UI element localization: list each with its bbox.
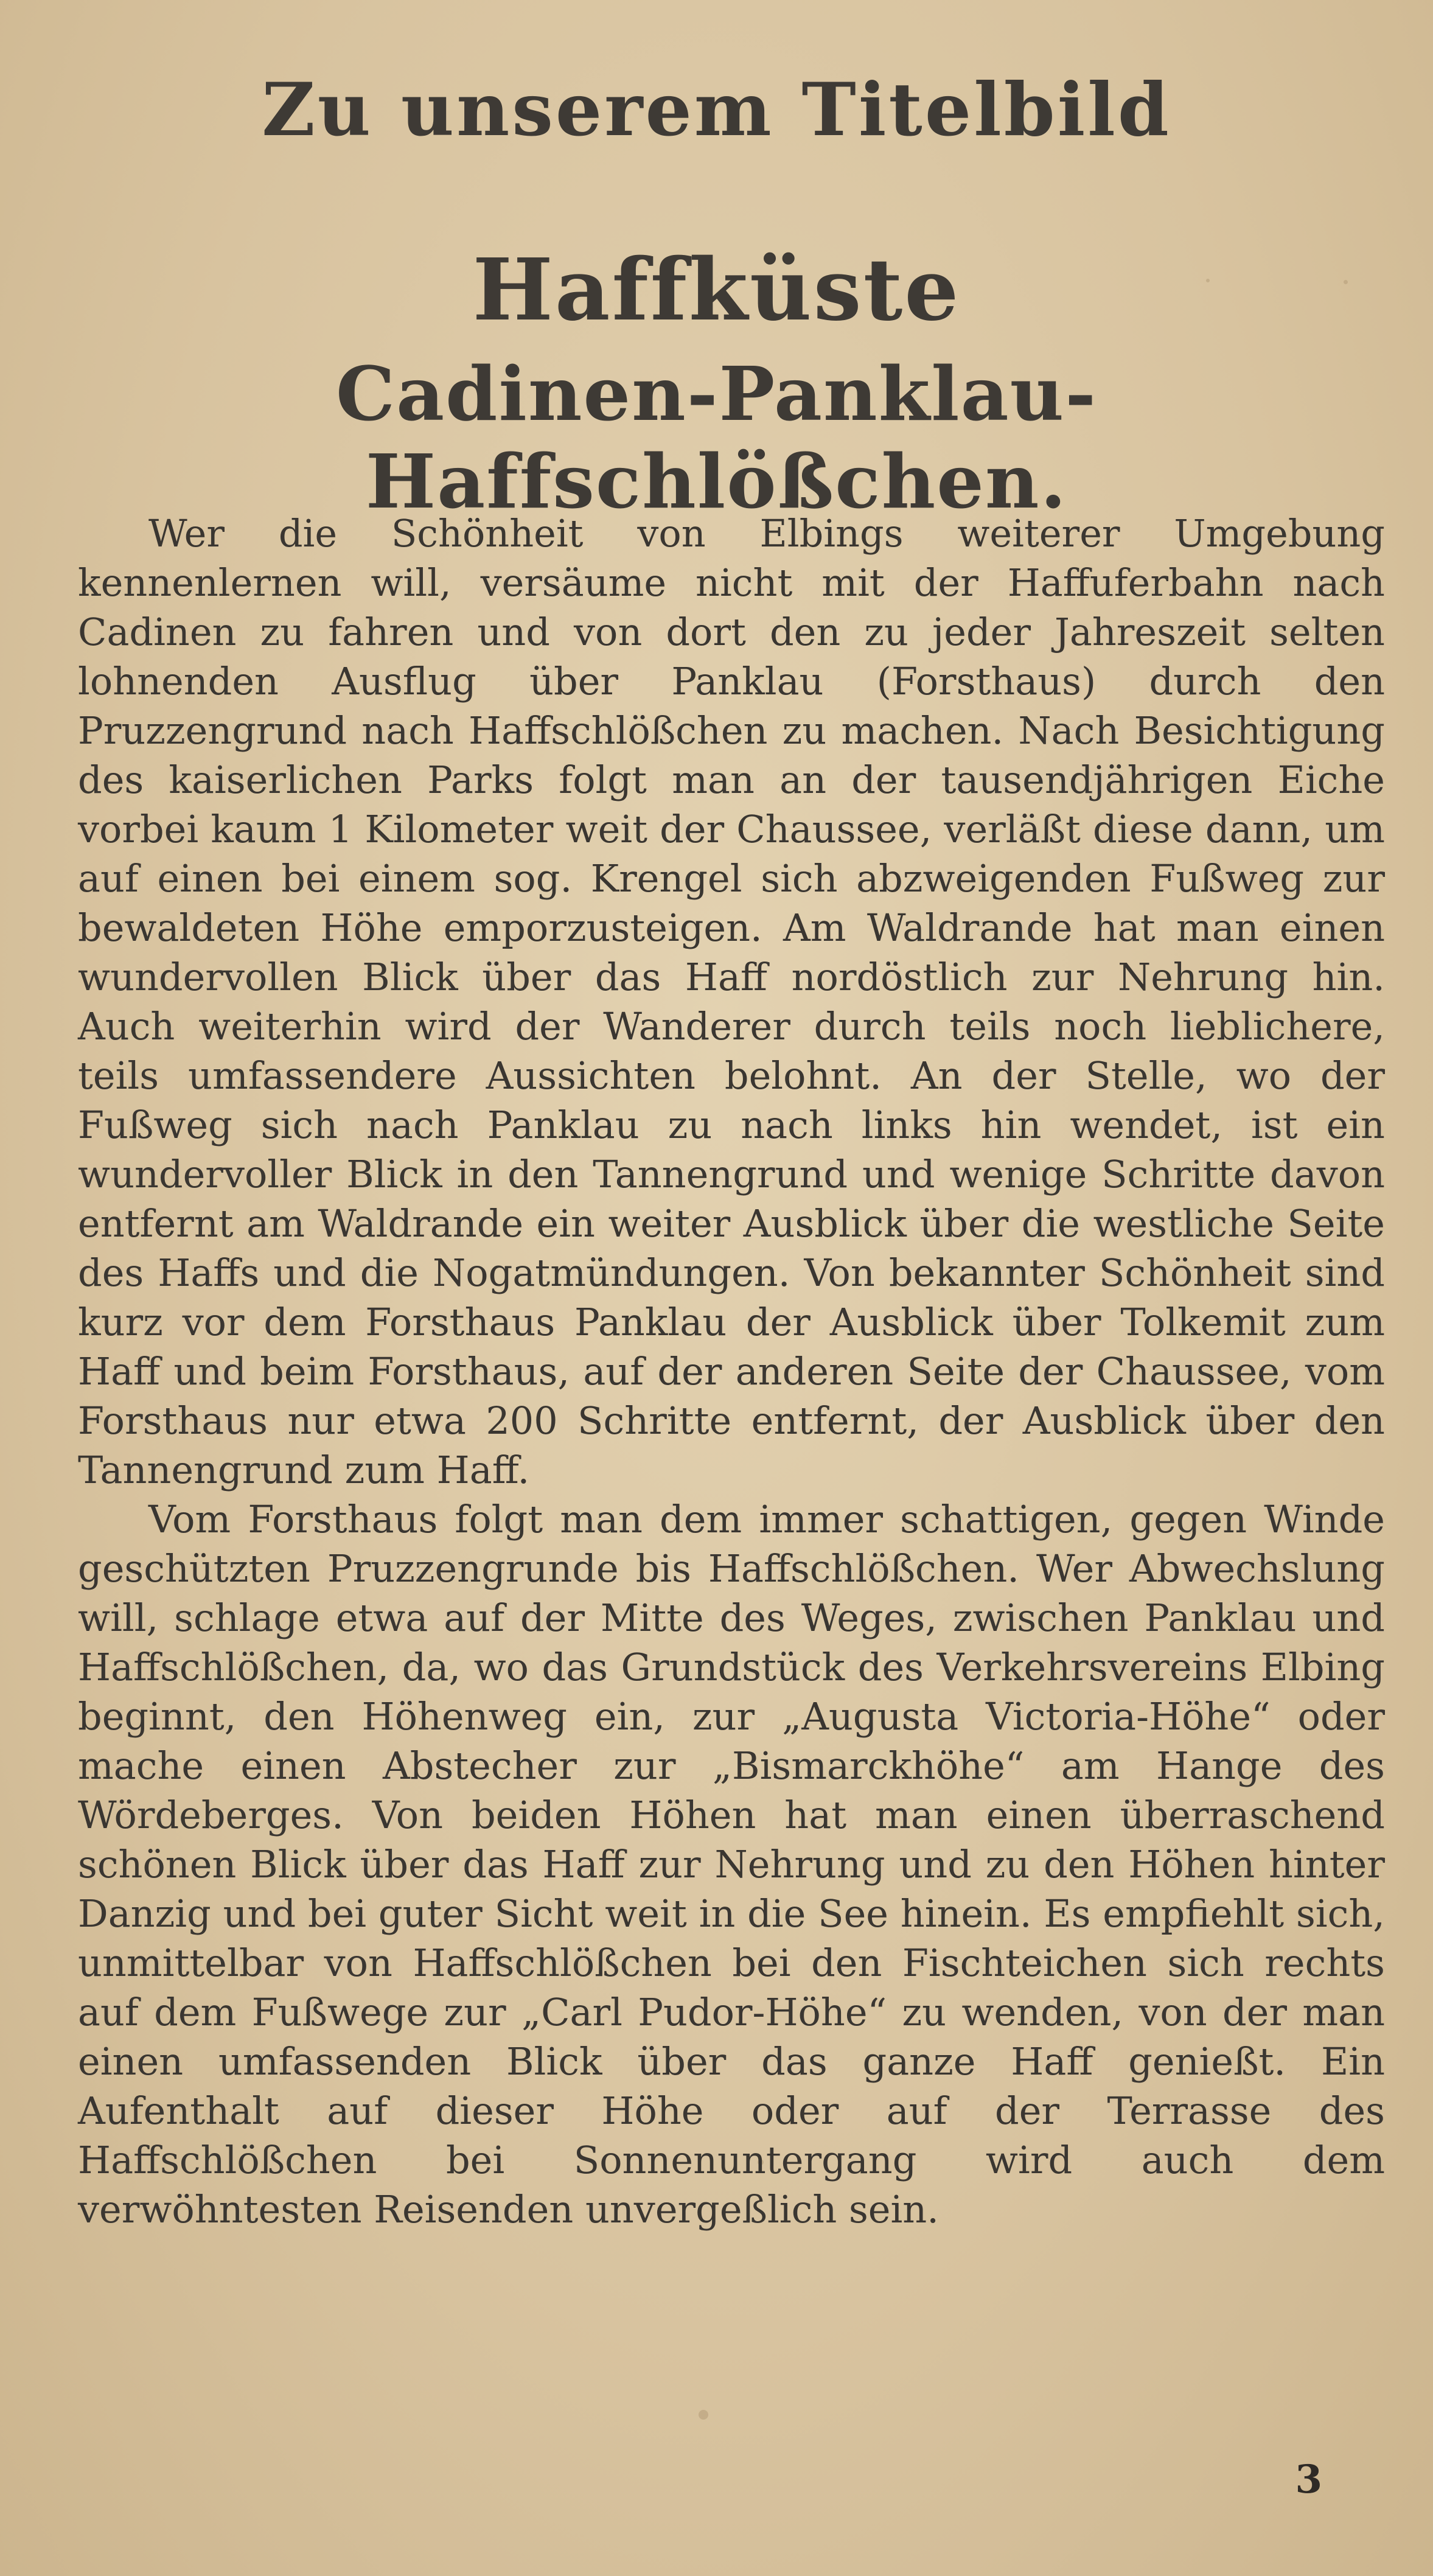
paper-speck	[699, 2410, 708, 2420]
title-kicker: Zu unserem Titelbild	[262, 67, 1171, 153]
paragraph: Wer die Schönheit von Elbings weiterer Umgebung kennenlernen will, versäume nicht mit der Haffuferbahn nach Cadinen zu fahren und von dort den zu jeder Jahreszeit selten lohnenden Ausflug über Panklau (Forsthaus) durch den Pruzzengrund nach Haffschlößchen zu machen. Nach Besichtigung des kaiserlichen Parks folgt man an der tausendjährigen Eiche vorbei kaum 1 Kilometer weit der Chaussee, verläßt diese dann, um auf einen bei einem sog. Krengel sich abzweigenden Fußweg zur bewaldeten Höhe emporzusteigen. Am Waldrande hat man einen wundervollen Blick über das Haff nordöstlich zur Nehrung hin. Auch weiterhin wird der Wanderer durch teils noch lieblichere, teils umfassendere Aussichten belohnt. An der Stelle, wo der Fußweg sich nach Panklau zu nach links hin wendet, ist ein wundervoller Blick in den Tannengrund und wenige Schritte davon entfernt am Waldrande ein weiter Ausblick über die westliche Seite des Haffs und die Nogatmündungen. Von bekannter Schönheit sind kurz vor dem Forsthaus Panklau der Ausblick über Tolkemit zum Haff und beim Forsthaus, auf der anderen Seite der Chaussee, vom Forsthaus nur etwa 200 Schritte entfernt, der Ausblick über den Tannengrund zum Haff.	[78, 511, 1385, 1492]
paragraph: Vom Forsthaus folgt man dem immer schattigen, gegen Winde geschützten Pruzzengrunde bis Haffschlößchen. Wer Abwechslung will, schlage etwa auf der Mitte des Weges, zwischen Panklau und Haffschlößchen, da, wo das Grundstück des Verkehrsvereins Elbing beginnt, den Höhenweg ein, zur „Augusta Victoria-Höhe“ oder mache einen Abstecher zur „Bismarckhöhe“ am Hange des Wördeberges. Von beiden Höhen hat man einen überraschend schönen Blick über das Haff zur Nehrung und zu den Höhen hinter Danzig und bei guter Sicht weit in die See hinein. Es empfiehlt sich, unmittelbar von Haffschlößchen bei den Fischteichen sich rechts auf dem Fußwege zur „Carl Pudor-Höhe“ zu wenden, von der man einen umfassenden Blick über das ganze Haff genießt. Ein Aufenthalt auf dieser Höhe oder auf der Terrasse des Haffschlößchen bei Sonnenuntergang wird auch dem verwöhntesten Reisenden unvergeßlich sein.	[78, 1497, 1385, 2232]
article-subtitle: Cadinen-Panklau-Haffschlößchen.	[336, 350, 1097, 525]
page-number: 3	[1295, 2457, 1322, 2502]
article-body	[78, 509, 1385, 2234]
article-title: Haffküste	[472, 240, 961, 340]
